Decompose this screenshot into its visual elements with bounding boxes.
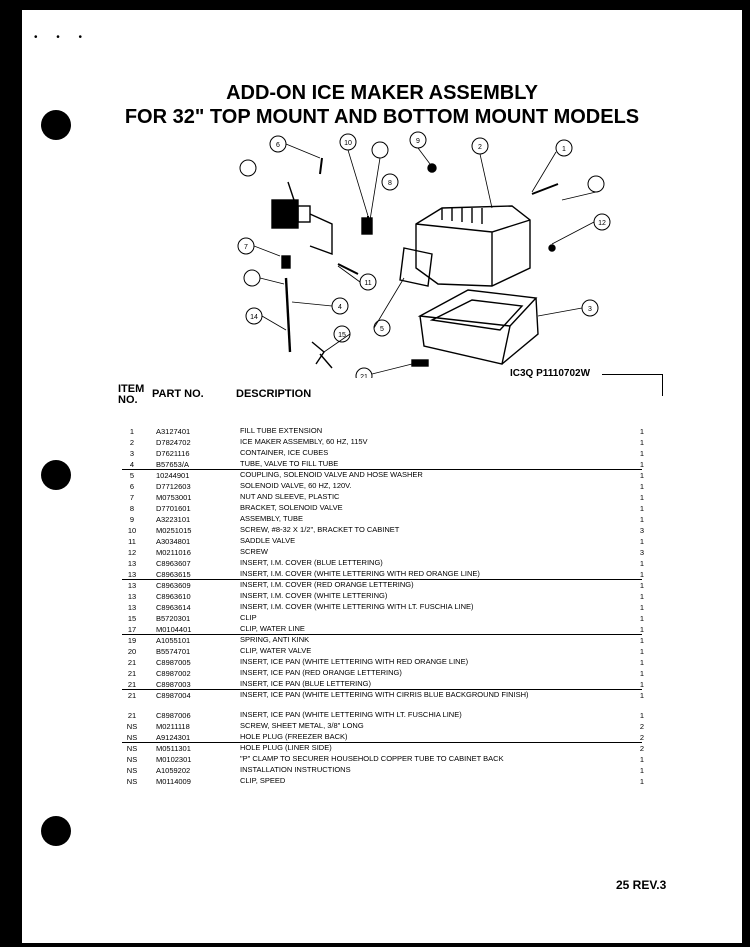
callout-label: 6: [276, 142, 280, 149]
col-item-header: ITEM NO.: [118, 383, 145, 406]
item-no: 13: [127, 559, 137, 568]
description: INSERT, ICE PAN (WHITE LETTERING WITH LT. FUSCHIA LINE): [240, 710, 462, 719]
table-row: [122, 580, 682, 591]
quantity: 1: [639, 482, 644, 491]
quantity: 1: [639, 766, 644, 775]
quantity: 3: [639, 526, 644, 535]
table-row: [122, 743, 682, 754]
description: ASSEMBLY, TUBE: [240, 514, 303, 523]
table-row: [122, 426, 682, 437]
callout-label: 11: [364, 280, 372, 287]
item-no: 6: [129, 482, 135, 491]
item-no: 12: [127, 548, 137, 557]
col-part-header: PART NO.: [152, 388, 204, 400]
table-row: [122, 481, 682, 492]
description: TUBE, VALVE TO FILL TUBE: [240, 459, 339, 468]
quantity: 1: [639, 636, 644, 645]
part-no: C8987003: [156, 680, 191, 689]
callout-label: 2: [478, 144, 482, 151]
part-no: A3127401: [156, 427, 191, 436]
table-row: [122, 690, 682, 710]
part-no: C8963615: [156, 570, 191, 579]
part-no: M0104401: [156, 625, 192, 634]
callout-label: 1: [562, 146, 566, 153]
callout-label: 9: [416, 138, 420, 145]
item-no: NS: [126, 733, 138, 742]
part-no: A1059202: [156, 766, 191, 775]
item-no: 1: [129, 427, 135, 436]
item-no: 4: [129, 460, 135, 469]
item-no: 20: [127, 647, 137, 656]
item-no: 7: [129, 493, 135, 502]
callout-label: 5: [380, 326, 384, 333]
quantity: 1: [639, 559, 644, 568]
quantity: 1: [639, 460, 644, 469]
part-no: B57653/A: [156, 460, 189, 469]
description: INSERT, I.M. COVER (WHITE LETTERING WITH RED ORANGE LINE): [240, 569, 480, 578]
quantity: 1: [639, 515, 644, 524]
quantity: 1: [639, 581, 644, 590]
table-row: [122, 591, 682, 602]
description: INSERT, I.M. COVER (RED ORANGE LETTERING): [240, 580, 414, 589]
part-no: A1055101: [156, 636, 191, 645]
quantity: 3: [639, 548, 644, 557]
description: FILL TUBE EXTENSION: [240, 426, 323, 435]
table-row: [122, 536, 682, 547]
description: SOLENOID VALVE, 60 HZ, 120V.: [240, 481, 352, 490]
item-no: 21: [127, 680, 137, 689]
part-no: A3223101: [156, 515, 191, 524]
description: NUT AND SLEEVE, PLASTIC: [240, 492, 340, 501]
quantity: 1: [639, 691, 644, 700]
description: CLIP, WATER LINE: [240, 624, 305, 633]
table-row: [122, 470, 682, 481]
callout-label: 15: [338, 332, 346, 339]
quantity: 1: [639, 427, 644, 436]
quantity: 1: [639, 669, 644, 678]
part-no: D7712603: [156, 482, 191, 491]
quantity: 2: [639, 722, 644, 731]
table-row: [122, 657, 682, 668]
part-no: C8987005: [156, 658, 191, 667]
part-no: M0753001: [156, 493, 192, 502]
description: SCREW, #8-32 X 1/2", BRACKET TO CABINET: [240, 525, 400, 534]
table-row: [122, 547, 682, 558]
diagram-code-tick: [662, 374, 663, 396]
description: CONTAINER, ICE CUBES: [240, 448, 329, 457]
callout-label: 4: [338, 304, 342, 311]
callout-label: 12: [598, 220, 606, 227]
parts-list: [122, 426, 682, 787]
callout-label: 10: [344, 140, 352, 147]
description: HOLE PLUG (FREEZER BACK): [240, 732, 348, 741]
title-line-2: FOR 32" TOP MOUNT AND BOTTOM MOUNT MODELS: [124, 106, 640, 128]
description: CLIP: [240, 613, 257, 622]
part-no: D7824702: [156, 438, 191, 447]
table-row: [122, 646, 682, 657]
part-no: C8963609: [156, 581, 191, 590]
description: SADDLE VALVE: [240, 536, 296, 545]
item-no: 21: [127, 691, 137, 700]
table-row: [122, 635, 682, 646]
table-row: [122, 679, 682, 690]
part-no: B5574701: [156, 647, 191, 656]
item-no: 13: [127, 581, 137, 590]
item-no: NS: [126, 755, 138, 764]
description: INSERT, ICE PAN (WHITE LETTERING WITH CIRRIS BLUE BACKGROUND FINISH): [240, 690, 529, 699]
table-row: [122, 569, 682, 580]
part-no: B5720301: [156, 614, 191, 623]
table-row: [122, 448, 682, 459]
part-no: C8963607: [156, 559, 191, 568]
quantity: 1: [639, 603, 644, 612]
scan-marks: • • •: [34, 32, 91, 43]
description: COUPLING, SOLENOID VALVE AND HOSE WASHER: [240, 470, 423, 479]
part-no: M0211016: [156, 548, 191, 557]
item-no: 13: [127, 570, 137, 579]
table-row: [122, 503, 682, 514]
table-row: [122, 732, 682, 743]
description: INSERT, ICE PAN (WHITE LETTERING WITH RED ORANGE LINE): [240, 657, 469, 666]
part-no: M0251015: [156, 526, 192, 535]
item-no: 19: [127, 636, 137, 645]
description: INSERT, I.M. COVER (WHITE LETTERING WITH LT. FUSCHIA LINE): [240, 602, 474, 611]
description: INSERT, ICE PAN (BLUE LETTERING): [240, 679, 371, 688]
callout-label: 14: [250, 314, 258, 321]
col-desc-header: DESCRIPTION: [236, 388, 312, 400]
quantity: 1: [639, 680, 644, 689]
quantity: 1: [639, 625, 644, 634]
callout-label: 8: [388, 180, 392, 187]
item-no: 3: [129, 449, 135, 458]
table-row: [122, 721, 682, 732]
table-row: [122, 459, 682, 470]
item-no: 15: [127, 614, 137, 623]
parts-sheet: [22, 10, 742, 943]
item-no: 21: [127, 658, 137, 667]
table-row: [122, 776, 682, 787]
part-no: D7621116: [156, 449, 190, 458]
description: "P" CLAMP TO SECURER HOUSEHOLD COPPER TUBE TO CABINET BACK: [240, 754, 504, 763]
part-no: C8963610: [156, 592, 191, 601]
quantity: 1: [639, 570, 644, 579]
table-row: [122, 668, 682, 679]
item-no: 10: [127, 526, 137, 535]
quantity: 1: [639, 438, 644, 447]
quantity: 1: [639, 493, 644, 502]
table-row: [122, 613, 682, 624]
description: SPRING, ANTI KINK: [240, 635, 310, 644]
description: CLIP, WATER VALVE: [240, 646, 312, 655]
quantity: 1: [639, 755, 644, 764]
quantity: 1: [639, 711, 644, 720]
part-no: M0114009: [156, 777, 191, 786]
part-no: M0211118: [156, 722, 190, 731]
part-no: A3034801: [156, 537, 191, 546]
table-row: [122, 437, 682, 448]
description: ICE MAKER ASSEMBLY, 60 HZ, 115V: [240, 437, 368, 446]
table-row: [122, 754, 682, 765]
part-no: C8963614: [156, 603, 191, 612]
part-no: M0102301: [156, 755, 192, 764]
callout-label: 7: [244, 244, 248, 251]
quantity: 1: [639, 471, 644, 480]
description: INSERT, I.M. COVER (WHITE LETTERING): [240, 591, 388, 600]
description: HOLE PLUG (LINER SIDE): [240, 743, 332, 752]
item-no: NS: [126, 777, 138, 786]
item-no: 21: [127, 711, 137, 720]
part-no: C8987002: [156, 669, 191, 678]
quantity: 1: [639, 647, 644, 656]
table-row: [122, 525, 682, 536]
item-no: 2: [129, 438, 135, 447]
part-no: 10244901: [156, 471, 190, 480]
part-no: A9124301: [156, 733, 191, 742]
quantity: 1: [639, 449, 644, 458]
part-no: C8987006: [156, 711, 191, 720]
title-line-1: ADD-ON ICE MAKER ASSEMBLY: [226, 82, 538, 104]
description: INSERT, ICE PAN (RED ORANGE LETTERING): [240, 668, 402, 677]
quantity: 1: [639, 777, 644, 786]
page-number: 25 REV.3: [616, 878, 667, 892]
table-row: [122, 765, 682, 776]
table-row: [122, 602, 682, 613]
item-no: 21: [127, 669, 137, 678]
description: SCREW: [240, 547, 268, 556]
item-no: 9: [129, 515, 135, 524]
item-no: 13: [127, 603, 137, 612]
item-no: 8: [129, 504, 135, 513]
description: BRACKET, SOLENOID VALVE: [240, 503, 343, 512]
table-row: [122, 558, 682, 569]
table-row: [122, 514, 682, 525]
description: CLIP, SPEED: [240, 776, 286, 785]
diagram-code: IC3Q P1110702W: [510, 368, 591, 379]
table-row: [122, 492, 682, 503]
item-no: NS: [126, 744, 138, 753]
table-row: [122, 710, 682, 721]
item-no: 11: [128, 537, 136, 546]
item-no: NS: [126, 722, 138, 731]
part-no: M0511301: [156, 744, 191, 753]
diagram-code-leader: [602, 374, 662, 375]
quantity: 1: [639, 614, 644, 623]
punch-hole-middle: [41, 460, 71, 490]
exploded-diagram: [192, 128, 632, 378]
quantity: 1: [639, 658, 644, 667]
quantity: 2: [639, 744, 644, 753]
description: INSTALLATION INSTRUCTIONS: [240, 765, 351, 774]
part-no: C8987004: [156, 691, 191, 700]
quantity: 1: [639, 592, 644, 601]
punch-hole-bottom: [41, 816, 71, 846]
item-no: 17: [127, 625, 137, 634]
description: SCREW, SHEET METAL, 3/8" LONG: [240, 721, 364, 730]
table-row: [122, 624, 682, 635]
item-no: 13: [127, 592, 137, 601]
part-no: D7701601: [156, 504, 191, 513]
item-no: NS: [126, 766, 138, 775]
quantity: 1: [639, 537, 644, 546]
description: INSERT, I.M. COVER (BLUE LETTERING): [240, 558, 383, 567]
quantity: 2: [639, 733, 644, 742]
quantity: 1: [639, 504, 644, 513]
item-no: 5: [129, 471, 135, 480]
callout-label: 21: [360, 374, 368, 378]
callout-label: 3: [588, 306, 592, 313]
